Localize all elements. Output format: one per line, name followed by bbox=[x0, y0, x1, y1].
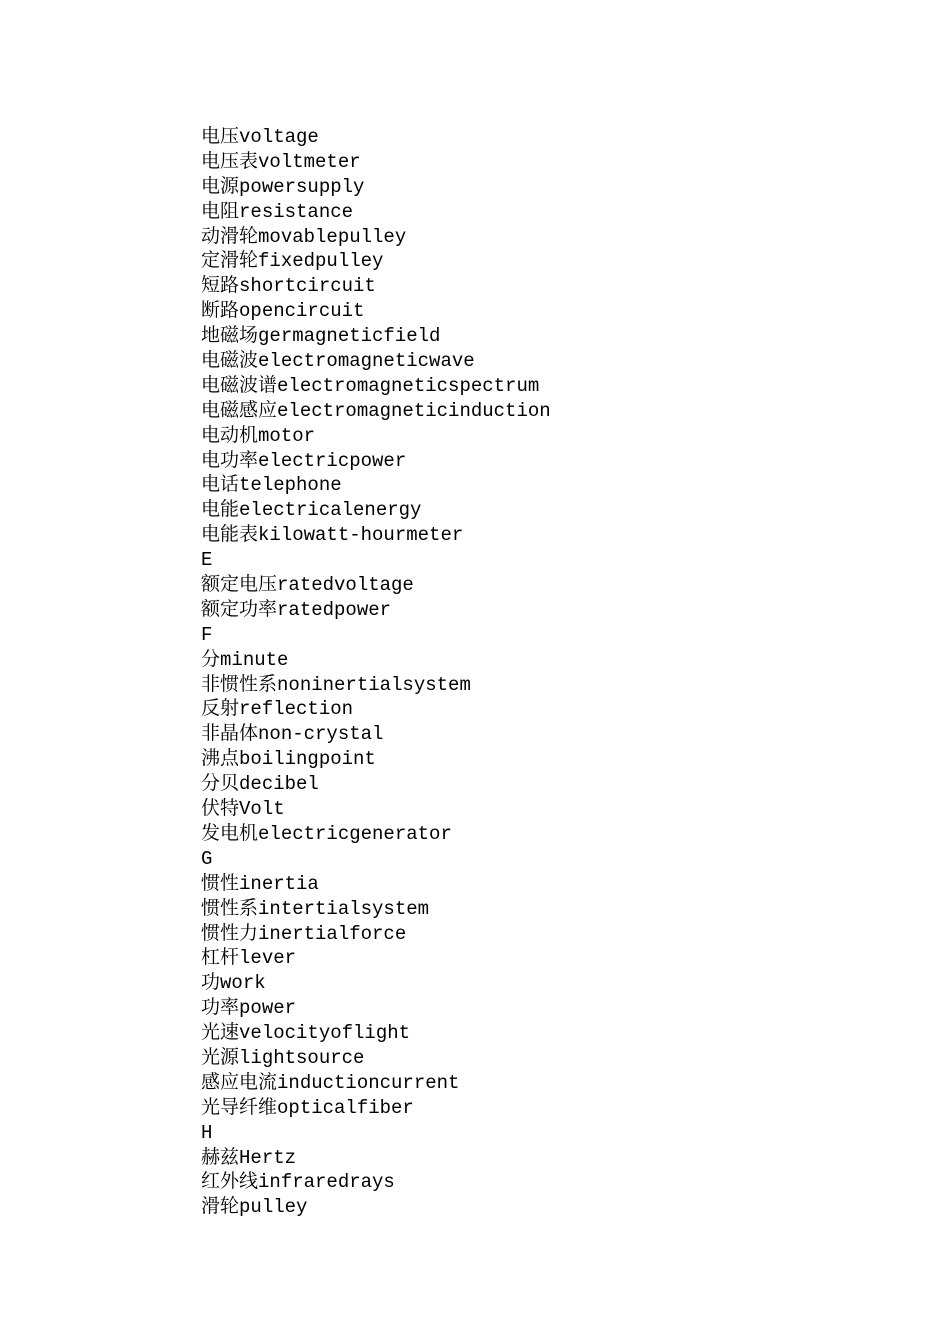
term-english: electromagneticspectrum bbox=[277, 374, 540, 397]
term-chinese: 电磁波 bbox=[201, 349, 259, 372]
section-letter: H bbox=[201, 1121, 213, 1144]
term-chinese: 地磁场 bbox=[201, 324, 259, 347]
term-english: power bbox=[239, 997, 297, 1020]
term-english: boilingpoint bbox=[239, 748, 376, 771]
glossary-entry bbox=[201, 522, 901, 547]
glossary-page bbox=[201, 124, 901, 1219]
term-chinese: 红外线 bbox=[201, 1170, 259, 1193]
glossary-entry bbox=[201, 497, 901, 522]
glossary-entry bbox=[201, 746, 901, 771]
section-letter: F bbox=[201, 623, 213, 646]
glossary-entry bbox=[201, 597, 901, 622]
section-letter-heading bbox=[201, 622, 901, 647]
term-chinese: 电源 bbox=[201, 174, 240, 197]
term-english: opticalfiber bbox=[277, 1096, 414, 1119]
term-chinese: 杠杆 bbox=[201, 946, 240, 969]
glossary-entry bbox=[201, 921, 901, 946]
term-chinese: 赫兹 bbox=[201, 1145, 240, 1168]
glossary-entry bbox=[201, 1194, 901, 1219]
term-chinese: 滑轮 bbox=[201, 1195, 240, 1218]
glossary-entry bbox=[201, 572, 901, 597]
term-english: noninertialsystem bbox=[277, 673, 471, 696]
term-chinese: 电压 bbox=[201, 125, 240, 147]
term-english: inertia bbox=[239, 872, 319, 895]
term-english: movablepulley bbox=[258, 225, 407, 248]
term-chinese: 断路 bbox=[201, 299, 240, 322]
term-chinese: 非晶体 bbox=[201, 722, 259, 745]
term-english: minute bbox=[220, 648, 289, 671]
glossary-entry bbox=[201, 970, 901, 995]
term-chinese: 额定电压 bbox=[201, 573, 278, 596]
glossary-entry bbox=[201, 1020, 901, 1045]
term-chinese: 电能 bbox=[201, 498, 240, 521]
term-chinese: 短路 bbox=[201, 274, 240, 297]
term-chinese: 电能表 bbox=[201, 523, 259, 546]
term-chinese: 非惯性系 bbox=[201, 672, 278, 695]
term-chinese: 电动机 bbox=[201, 423, 259, 446]
glossary-entry bbox=[201, 1169, 901, 1194]
term-english: pulley bbox=[239, 1196, 308, 1219]
term-chinese: 光导纤维 bbox=[201, 1095, 278, 1118]
term-chinese: 光源 bbox=[201, 1045, 240, 1068]
glossary-entry bbox=[201, 448, 901, 473]
section-letter: E bbox=[201, 549, 213, 572]
glossary-entry bbox=[201, 174, 901, 199]
glossary-entry bbox=[201, 896, 901, 921]
term-english: ratedvoltage bbox=[277, 574, 414, 597]
glossary-entry bbox=[201, 323, 901, 348]
term-english: electricgenerator bbox=[258, 822, 452, 845]
term-chinese: 功 bbox=[201, 971, 221, 994]
term-chinese: 反射 bbox=[201, 697, 240, 720]
glossary-entry bbox=[201, 1045, 901, 1070]
term-english: lightsource bbox=[239, 1046, 365, 1069]
term-chinese: 光速 bbox=[201, 1021, 240, 1044]
glossary-entry bbox=[201, 298, 901, 323]
term-english: Hertz bbox=[239, 1146, 297, 1169]
term-english: inertialforce bbox=[258, 922, 407, 945]
glossary-entry bbox=[201, 1095, 901, 1120]
term-english: telephone bbox=[239, 474, 342, 497]
term-english: resistance bbox=[239, 200, 354, 223]
term-chinese: 定滑轮 bbox=[201, 249, 259, 272]
glossary-entry bbox=[201, 124, 901, 149]
term-english: velocityoflight bbox=[239, 1022, 411, 1045]
term-english: infraredrays bbox=[258, 1171, 395, 1194]
term-english: shortcircuit bbox=[239, 275, 376, 298]
glossary-entry bbox=[201, 149, 901, 174]
glossary-entry bbox=[201, 796, 901, 821]
term-english: work bbox=[220, 972, 266, 995]
glossary-entry bbox=[201, 871, 901, 896]
term-english: intertialsystem bbox=[258, 897, 430, 920]
section-letter: G bbox=[201, 847, 213, 870]
term-chinese: 分 bbox=[201, 647, 221, 670]
term-chinese: 电功率 bbox=[201, 448, 259, 471]
glossary-entry bbox=[201, 398, 901, 423]
term-chinese: 惯性系 bbox=[201, 896, 259, 919]
term-english: voltmeter bbox=[258, 150, 361, 173]
term-english: electricalenergy bbox=[239, 499, 422, 522]
term-english: electricpower bbox=[258, 449, 407, 472]
term-english: Volt bbox=[239, 798, 285, 821]
term-chinese: 电压表 bbox=[201, 149, 259, 172]
glossary-entry bbox=[201, 945, 901, 970]
term-chinese: 额定功率 bbox=[201, 597, 278, 620]
glossary-entry bbox=[201, 647, 901, 672]
term-english: electromagneticwave bbox=[258, 350, 475, 373]
term-chinese: 感应电流 bbox=[201, 1070, 278, 1093]
term-english: motor bbox=[258, 424, 316, 447]
section-letter-heading bbox=[201, 1120, 901, 1145]
glossary-entry bbox=[201, 1070, 901, 1095]
term-english: voltage bbox=[239, 126, 319, 148]
term-english: lever bbox=[239, 947, 297, 970]
glossary-entry bbox=[201, 423, 901, 448]
glossary-entry bbox=[201, 721, 901, 746]
term-chinese: 沸点 bbox=[201, 747, 240, 770]
term-english: non-crystal bbox=[258, 723, 384, 746]
term-chinese: 惯性力 bbox=[201, 921, 259, 944]
term-chinese: 电阻 bbox=[201, 199, 240, 222]
glossary-entry bbox=[201, 373, 901, 398]
term-chinese: 动滑轮 bbox=[201, 224, 259, 247]
section-letter-heading bbox=[201, 846, 901, 871]
glossary-entry bbox=[201, 821, 901, 846]
glossary-entry bbox=[201, 248, 901, 273]
term-english: germagneticfield bbox=[258, 325, 441, 348]
term-english: inductioncurrent bbox=[277, 1071, 460, 1094]
glossary-entry bbox=[201, 995, 901, 1020]
glossary-entry bbox=[201, 696, 901, 721]
term-chinese: 惯性 bbox=[201, 871, 240, 894]
term-english: fixedpulley bbox=[258, 250, 384, 273]
glossary-entry bbox=[201, 672, 901, 697]
term-chinese: 电磁感应 bbox=[201, 398, 278, 421]
term-english: reflection bbox=[239, 698, 354, 721]
term-chinese: 发电机 bbox=[201, 821, 259, 844]
term-english: decibel bbox=[239, 773, 319, 796]
term-english: powersupply bbox=[239, 175, 365, 198]
term-english: electromagneticinduction bbox=[277, 399, 551, 422]
term-english: kilowatt-hourmeter bbox=[258, 524, 464, 547]
term-english: ratedpower bbox=[277, 598, 392, 621]
term-chinese: 伏特 bbox=[201, 797, 240, 820]
term-chinese: 功率 bbox=[201, 996, 240, 1019]
term-chinese: 电磁波谱 bbox=[201, 373, 278, 396]
term-chinese: 电话 bbox=[201, 473, 240, 496]
section-letter-heading bbox=[201, 547, 901, 572]
glossary-entry bbox=[201, 199, 901, 224]
glossary-entry bbox=[201, 348, 901, 373]
term-english: opencircuit bbox=[239, 300, 365, 323]
glossary-entry bbox=[201, 771, 901, 796]
glossary-entry bbox=[201, 273, 901, 298]
term-chinese: 分贝 bbox=[201, 772, 240, 795]
glossary-entry bbox=[201, 472, 901, 497]
glossary-entry bbox=[201, 1145, 901, 1170]
glossary-entry bbox=[201, 224, 901, 249]
